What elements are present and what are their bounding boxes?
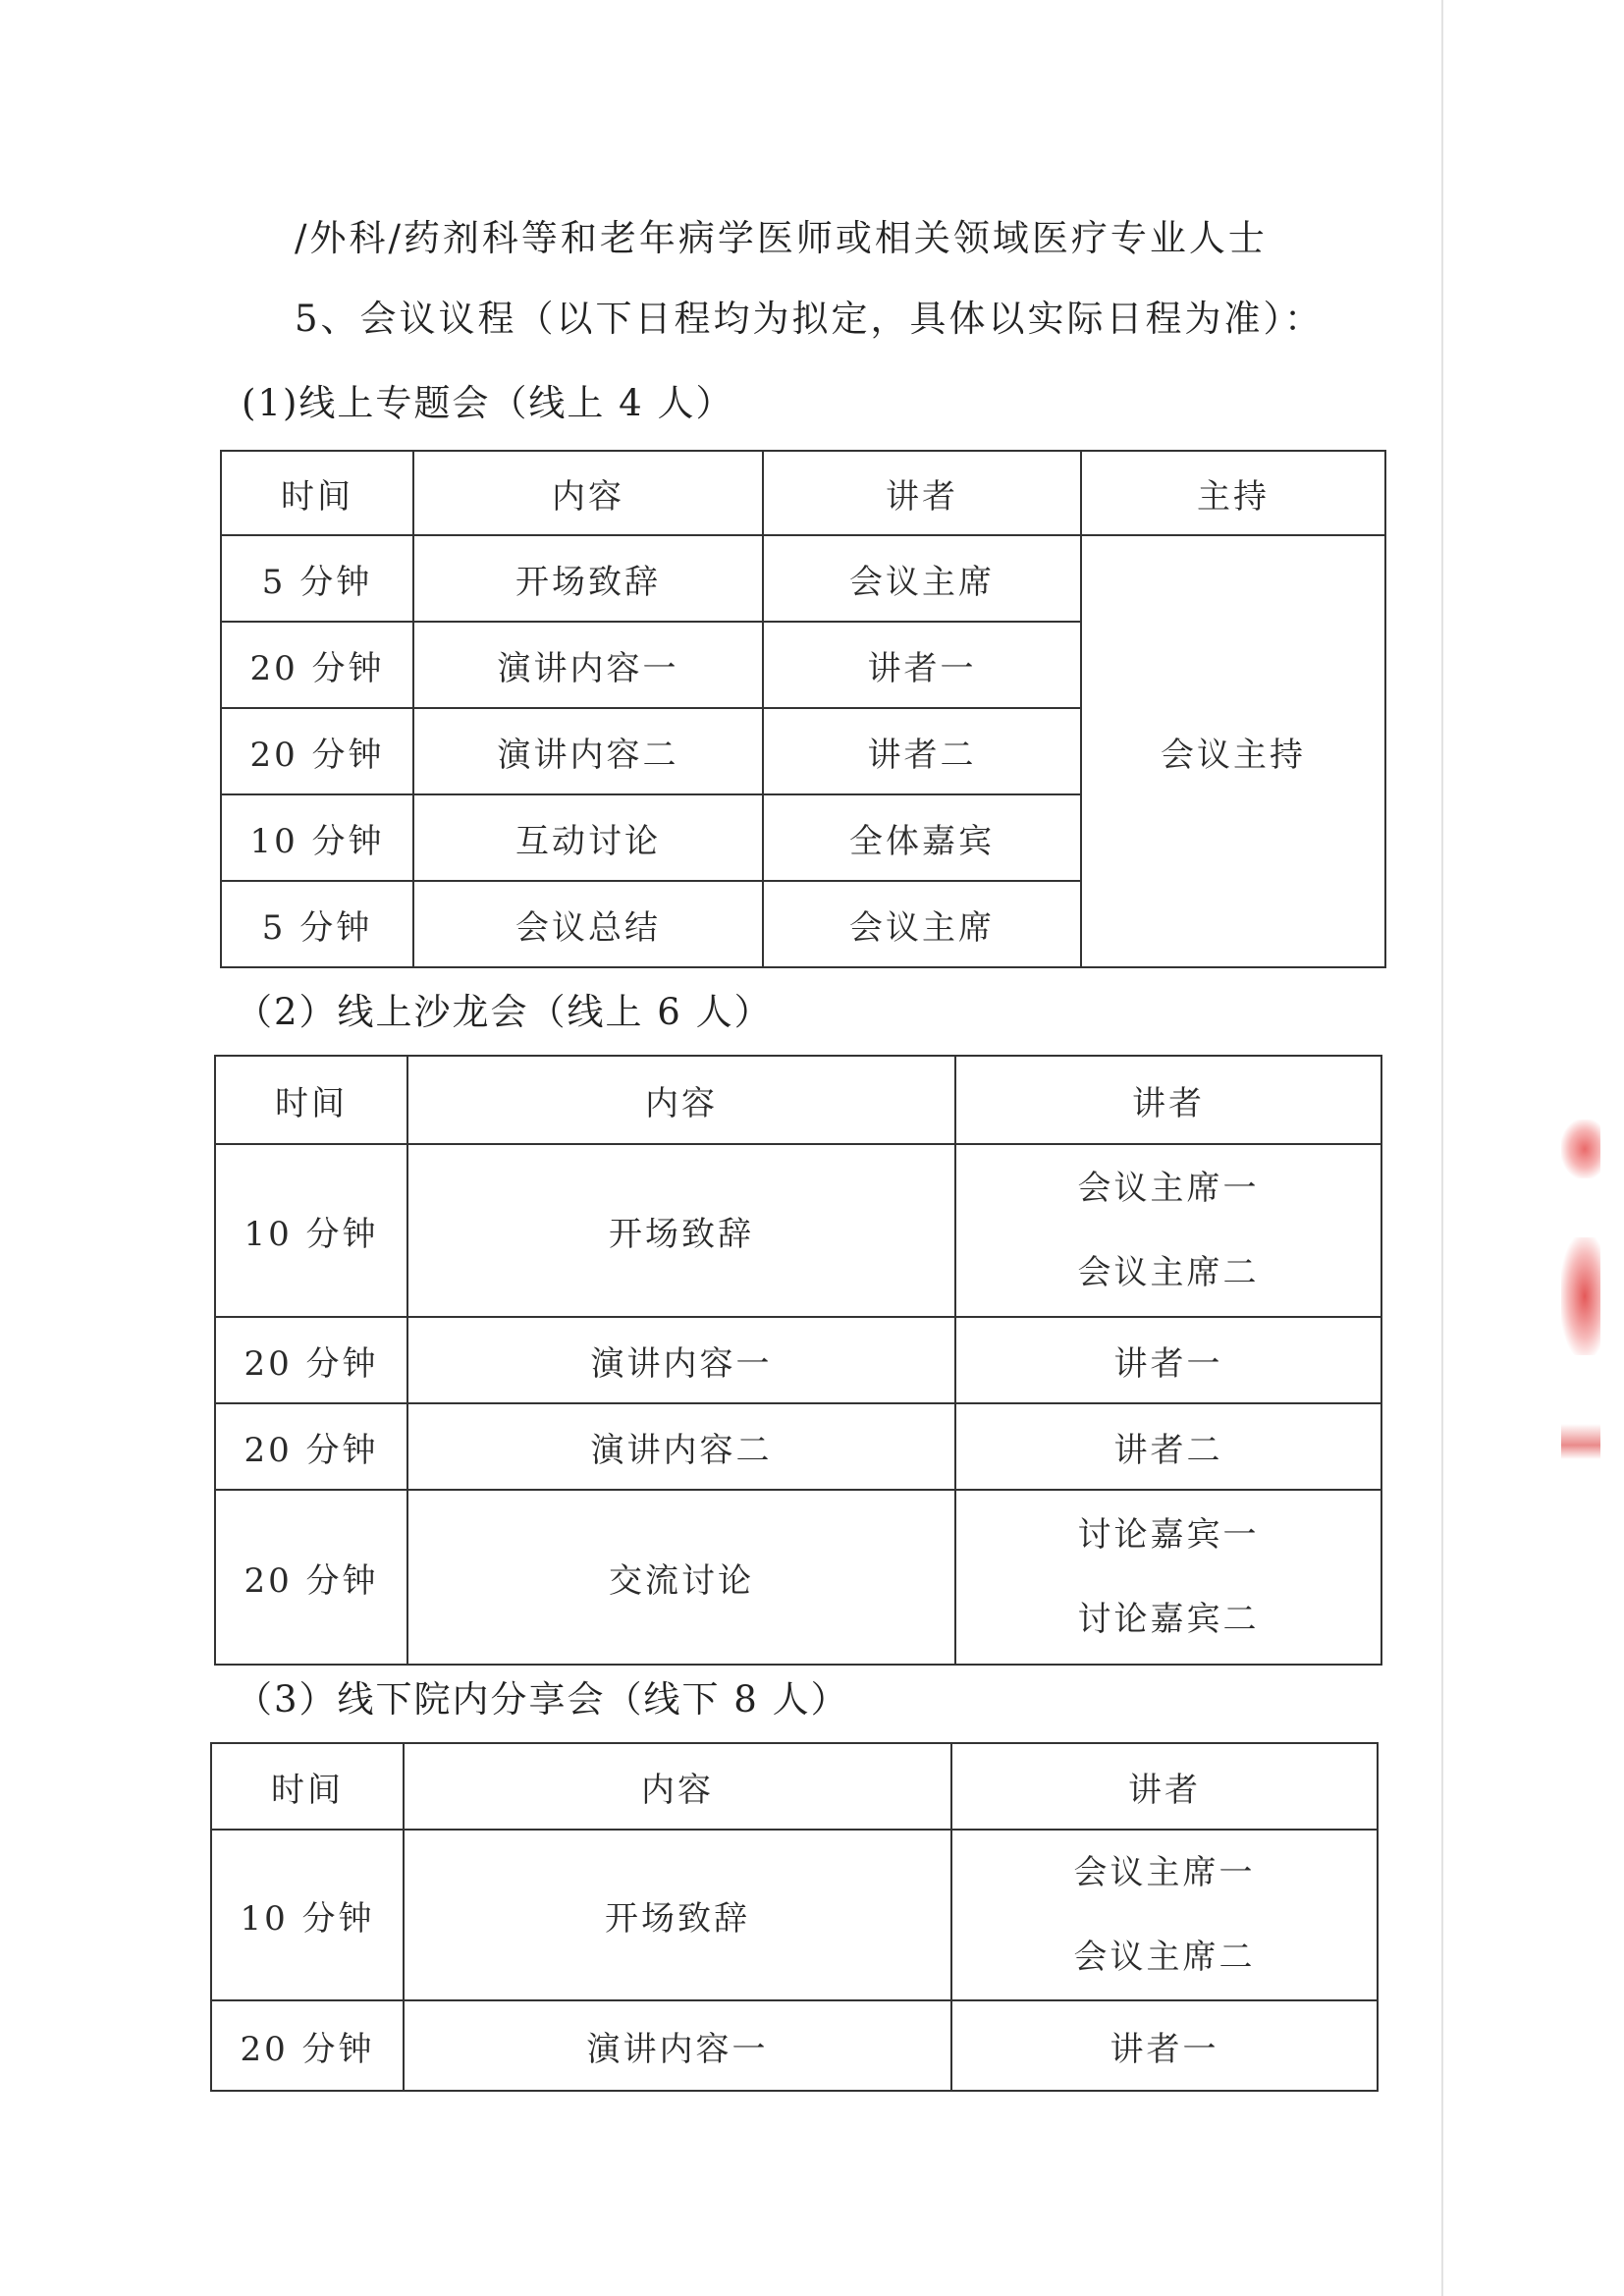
content-cell: 演讲内容一 [413, 622, 763, 708]
content-cell: 演讲内容一 [407, 1317, 955, 1403]
agenda-heading: 5、会议议程（以下日程均为拟定，具体以实际日程为准）： [295, 298, 1325, 340]
content-cell: 开场致辞 [404, 1830, 951, 2000]
section-2-title: （2）线上沙龙会（线上 6 人） [236, 991, 773, 1033]
time-cell: 10 分钟 [215, 1144, 407, 1317]
red-seal-fragment [1561, 1424, 1600, 1459]
time-cell: 20 分钟 [215, 1490, 407, 1665]
time-cell: 20 分钟 [211, 2000, 404, 2091]
time-cell: 5 分钟 [221, 881, 413, 967]
table-row [215, 1403, 1381, 1490]
table-row [211, 1830, 1378, 2000]
header-content: 内容 [413, 451, 763, 535]
header-time: 时间 [211, 1743, 404, 1830]
header-time: 时间 [215, 1056, 407, 1144]
content-cell: 交流讨论 [407, 1490, 955, 1665]
table-row [221, 535, 1385, 622]
speaker-cell: 讲者一 [955, 1317, 1381, 1403]
header-host: 主持 [1081, 451, 1385, 535]
red-seal-fragment [1561, 1237, 1600, 1355]
section-3-title: （3）线下院内分享会（线下 8 人） [236, 1678, 849, 1721]
section-1-title: (1)线上专题会（线上 4 人） [242, 382, 734, 424]
speaker-line: 会议主席二 [1073, 1938, 1256, 1977]
content-cell: 会议总结 [413, 881, 763, 967]
speaker-cell: 讲者二 [763, 708, 1081, 794]
time-cell: 10 分钟 [211, 1830, 404, 2000]
speaker-cell: 全体嘉宾 [763, 794, 1081, 881]
speaker-cell: 讲者二 [955, 1403, 1381, 1490]
time-cell: 10 分钟 [221, 794, 413, 881]
speaker-cell: 讲者一 [951, 2000, 1378, 2091]
intro-paragraph: /外科/药剂科等和老年病学医师或相关领域医疗专业人士 [295, 217, 1268, 259]
time-cell: 5 分钟 [221, 535, 413, 622]
table-header-row [215, 1056, 1381, 1144]
table-header-row [221, 451, 1385, 535]
table-row [215, 1317, 1381, 1403]
speaker-cell: 会议主席 [763, 535, 1081, 622]
page-edge-divider [1441, 0, 1443, 2296]
header-speaker: 讲者 [763, 451, 1081, 535]
speaker-cell [951, 1830, 1378, 2000]
section-2-table [214, 1055, 1382, 1666]
speaker-cell [955, 1144, 1381, 1317]
section-3-table [210, 1742, 1379, 2092]
section-1-table [220, 450, 1386, 968]
content-cell: 演讲内容二 [413, 708, 763, 794]
content-cell: 开场致辞 [413, 535, 763, 622]
speaker-line: 会议主席一 [1077, 1169, 1260, 1208]
time-cell: 20 分钟 [221, 708, 413, 794]
speaker-cell: 会议主席 [763, 881, 1081, 967]
host-cell: 会议主持 [1081, 535, 1385, 967]
time-cell: 20 分钟 [215, 1317, 407, 1403]
content-cell: 开场致辞 [407, 1144, 955, 1317]
header-content: 内容 [404, 1743, 951, 1830]
time-cell: 20 分钟 [215, 1403, 407, 1490]
header-speaker: 讲者 [955, 1056, 1381, 1144]
speaker-line: 会议主席二 [1077, 1253, 1260, 1292]
header-speaker: 讲者 [951, 1743, 1378, 1830]
header-time: 时间 [221, 451, 413, 535]
speaker-line: 讨论嘉宾一 [1077, 1515, 1260, 1555]
speaker-cell: 讲者一 [763, 622, 1081, 708]
table-row [215, 1490, 1381, 1665]
red-seal-fragment [1561, 1120, 1600, 1178]
speaker-cell [955, 1490, 1381, 1665]
speaker-line: 会议主席一 [1073, 1853, 1256, 1892]
table-header-row [211, 1743, 1378, 1830]
speaker-line: 讨论嘉宾二 [1077, 1600, 1260, 1639]
content-cell: 演讲内容二 [407, 1403, 955, 1490]
content-cell: 演讲内容一 [404, 2000, 951, 2091]
table-row [215, 1144, 1381, 1317]
table-row [211, 2000, 1378, 2091]
header-content: 内容 [407, 1056, 955, 1144]
content-cell: 互动讨论 [413, 794, 763, 881]
time-cell: 20 分钟 [221, 622, 413, 708]
